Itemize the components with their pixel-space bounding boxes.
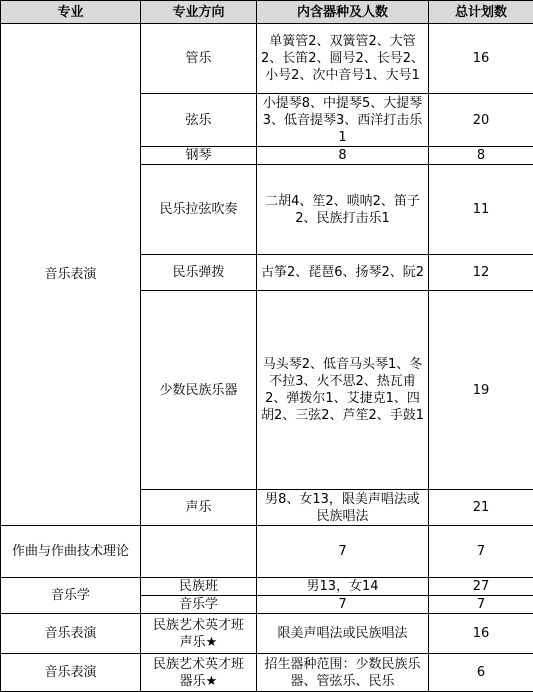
header-row: [1, 1, 533, 24]
instruments-cell: 古筝2、琵琶6、扬琴2、阮2: [257, 255, 429, 291]
instruments-cell: 7: [257, 596, 429, 614]
table-row: [1, 614, 533, 654]
major-cell: 音乐表演: [1, 24, 141, 526]
total-cell: 12: [429, 255, 533, 291]
table-row: [1, 526, 533, 578]
direction-cell: 钢琴: [141, 147, 257, 165]
direction-cell: [141, 614, 257, 654]
direction-line: 民族艺术英才班: [152, 656, 244, 672]
header-direction: 专业方向: [141, 1, 257, 24]
instruments-cell: 小提琴8、中提琴5、大提琴3、低音提琴3、西洋打击乐1: [257, 94, 429, 147]
instruments-cell: 马头琴2、低音马头琴1、冬不拉3、火不思2、热瓦甫2、弹拨尔1、艾捷克1、四胡2、三弦2、芦笙2、手鼓1: [257, 291, 429, 490]
table-row: [1, 654, 533, 692]
total-cell: 8: [429, 147, 533, 165]
star-icon: ★: [205, 673, 218, 689]
instruments-cell: 单簧管2、双簧管2、大管2、长笛2、圆号2、长号2、小号2、次中音号1、大号1: [257, 24, 429, 94]
direction-cell: 少数民族乐器: [141, 291, 257, 490]
direction-cell: 弦乐: [141, 94, 257, 147]
total-cell: 7: [429, 526, 533, 578]
total-cell: 7: [429, 596, 533, 614]
total-cell: 16: [429, 24, 533, 94]
instruments-cell: 8: [257, 147, 429, 165]
direction-cell: 民乐弹拨: [141, 255, 257, 291]
total-cell: 21: [429, 490, 533, 526]
instruments-cell: 招生器种范围：少数民族乐器、管弦乐、民乐: [257, 654, 429, 692]
header-instruments: 内含器种及人数: [257, 1, 429, 24]
header-major: 专业: [1, 1, 141, 24]
table-row: [1, 24, 533, 94]
major-cell: 音乐表演: [1, 654, 141, 692]
total-cell: 6: [429, 654, 533, 692]
instruments-cell: 7: [257, 526, 429, 578]
major-cell: 作曲与作曲技术理论: [1, 526, 141, 578]
star-icon: ★: [205, 634, 218, 650]
direction-cell: 管乐: [141, 24, 257, 94]
direction-cell: 民乐拉弦吹奏: [141, 165, 257, 255]
total-cell: 19: [429, 291, 533, 490]
total-cell: 20: [429, 94, 533, 147]
total-cell: 11: [429, 165, 533, 255]
direction-cell: 民族班: [141, 578, 257, 596]
direction-line: [144, 673, 253, 690]
major-cell: 音乐表演: [1, 614, 141, 654]
instruments-cell: 限美声唱法或民族唱法: [257, 614, 429, 654]
direction-line: 民族艺术英才班: [152, 617, 244, 633]
direction-cell: [141, 654, 257, 692]
direction-line: [144, 634, 253, 651]
instruments-cell: 二胡4、笙2、唢呐2、笛子2、民族打击乐1: [257, 165, 429, 255]
total-cell: 27: [429, 578, 533, 596]
direction-cell: [141, 526, 257, 578]
table-row: [1, 578, 533, 596]
instruments-cell: 男8、女13，限美声唱法或民族唱法: [257, 490, 429, 526]
total-cell: 16: [429, 614, 533, 654]
major-cell: 音乐学: [1, 578, 141, 614]
direction-label: 器乐: [179, 673, 206, 689]
direction-cell: 音乐学: [141, 596, 257, 614]
direction-cell: 声乐: [141, 490, 257, 526]
instruments-cell: 男13，女14: [257, 578, 429, 596]
header-total: 总计划数: [429, 1, 533, 24]
direction-label: 声乐: [179, 634, 206, 650]
